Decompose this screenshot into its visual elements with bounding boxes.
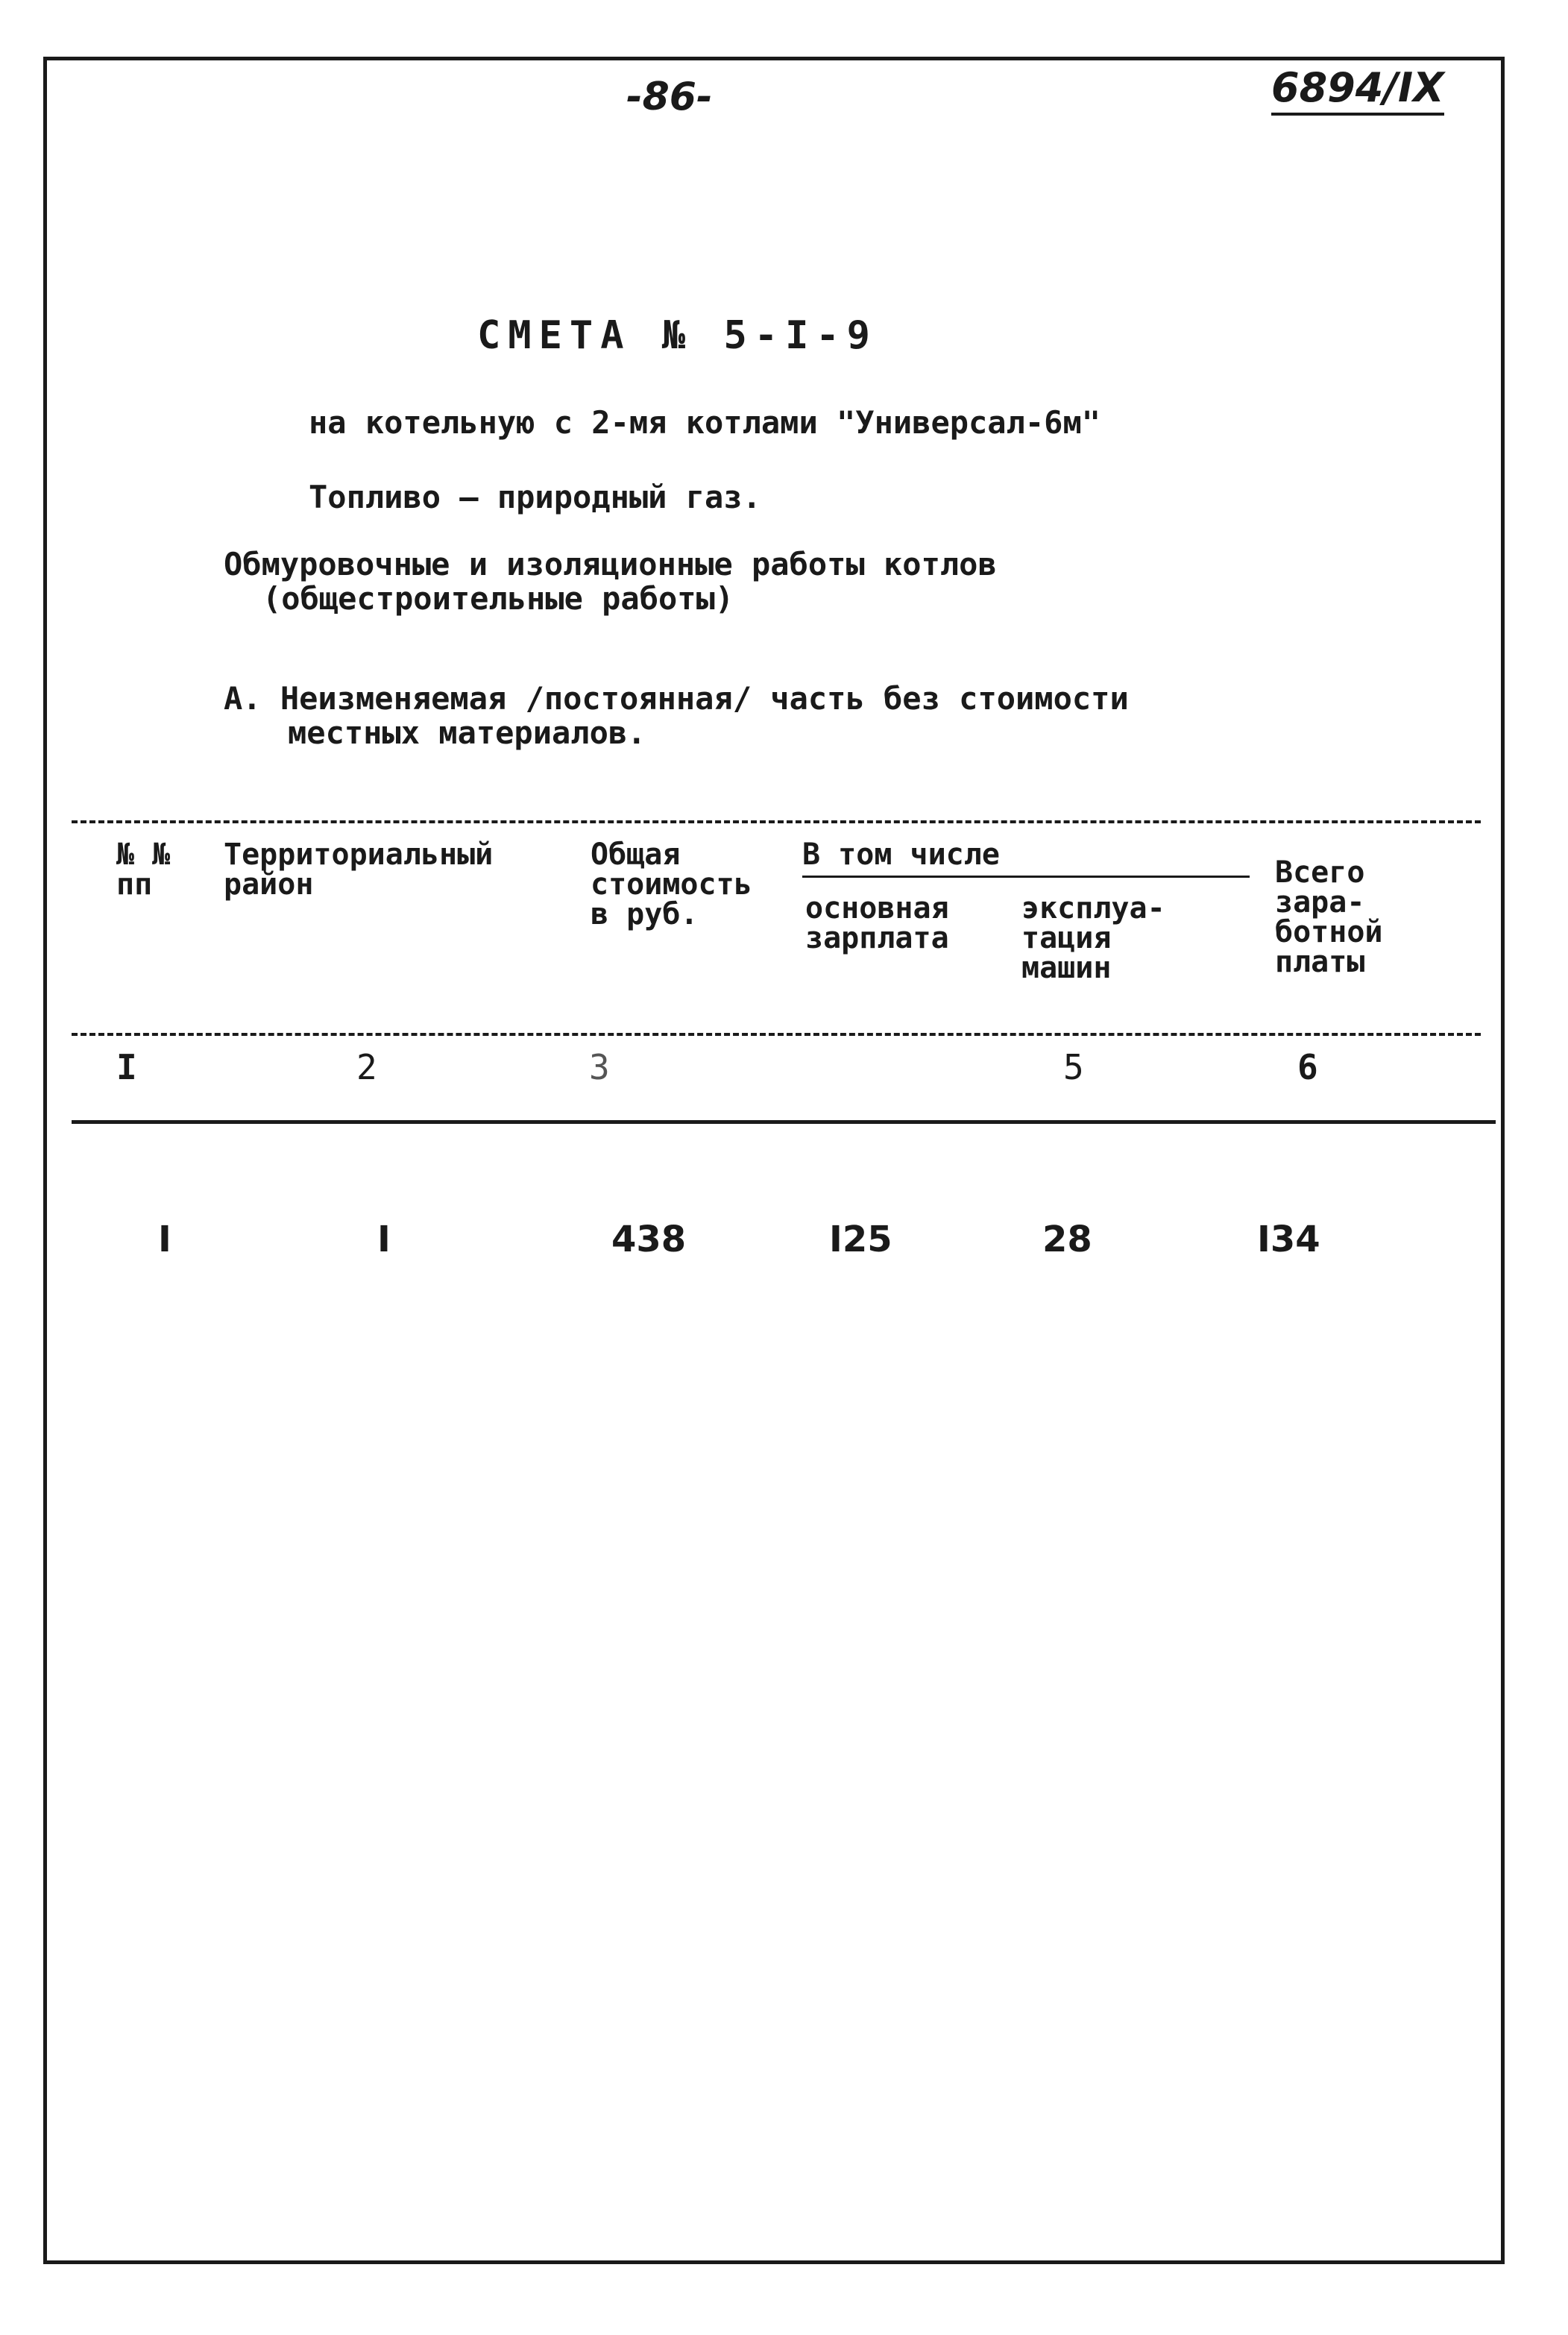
page-number: -86- xyxy=(626,75,713,119)
subtitle-works-note: (общестроительные работы) xyxy=(262,580,734,617)
document-title: СМЕТА № 5-I-9 xyxy=(477,313,878,358)
section-heading: А. Неизменяемая /постоянная/ часть без стоимости xyxy=(224,680,1129,717)
header-district: Территориальный район xyxy=(224,837,494,902)
section-heading-cont: местных материалов. xyxy=(288,714,646,751)
cell-base-salary: I25 xyxy=(829,1219,892,1260)
column-number-1: I xyxy=(116,1047,137,1087)
column-number-5: 5 xyxy=(1063,1047,1084,1087)
header-total-wages: Всего зара- ботной платы xyxy=(1275,855,1383,979)
cell-total-cost: 438 xyxy=(611,1219,687,1260)
table-top-rule xyxy=(72,820,1481,823)
archive-number: 6894/IX xyxy=(1271,64,1444,116)
header-total-cost: Общая стоимость в руб. xyxy=(591,837,752,931)
header-group-rule xyxy=(802,876,1250,878)
cell-machine-operation: 28 xyxy=(1042,1219,1092,1260)
header-group-including: В том числе xyxy=(802,837,1000,872)
column-number-3: 3 xyxy=(589,1047,610,1087)
cell-district: I xyxy=(377,1219,391,1260)
page-border xyxy=(43,57,1505,2264)
cell-row-number: I xyxy=(158,1219,171,1260)
subtitle-boiler-house: на котельную с 2-мя котлами "Универсал-6м" xyxy=(309,404,1101,441)
header-machine-operation: эксплуа- тация машин xyxy=(1021,891,1165,985)
header-bottom-rule xyxy=(72,1033,1481,1036)
column-number-2: 2 xyxy=(356,1047,377,1087)
subtitle-works: Обмуровочные и изоляционные работы котлов xyxy=(224,546,997,582)
subtitle-fuel: Топливо – природный газ. xyxy=(309,479,761,515)
header-row-number: № № пп xyxy=(116,837,171,902)
table-body-rule xyxy=(72,1120,1496,1124)
header-base-salary: основная зарплата xyxy=(805,891,949,955)
column-number-6: 6 xyxy=(1297,1047,1318,1087)
cell-total-wages: I34 xyxy=(1257,1219,1320,1260)
